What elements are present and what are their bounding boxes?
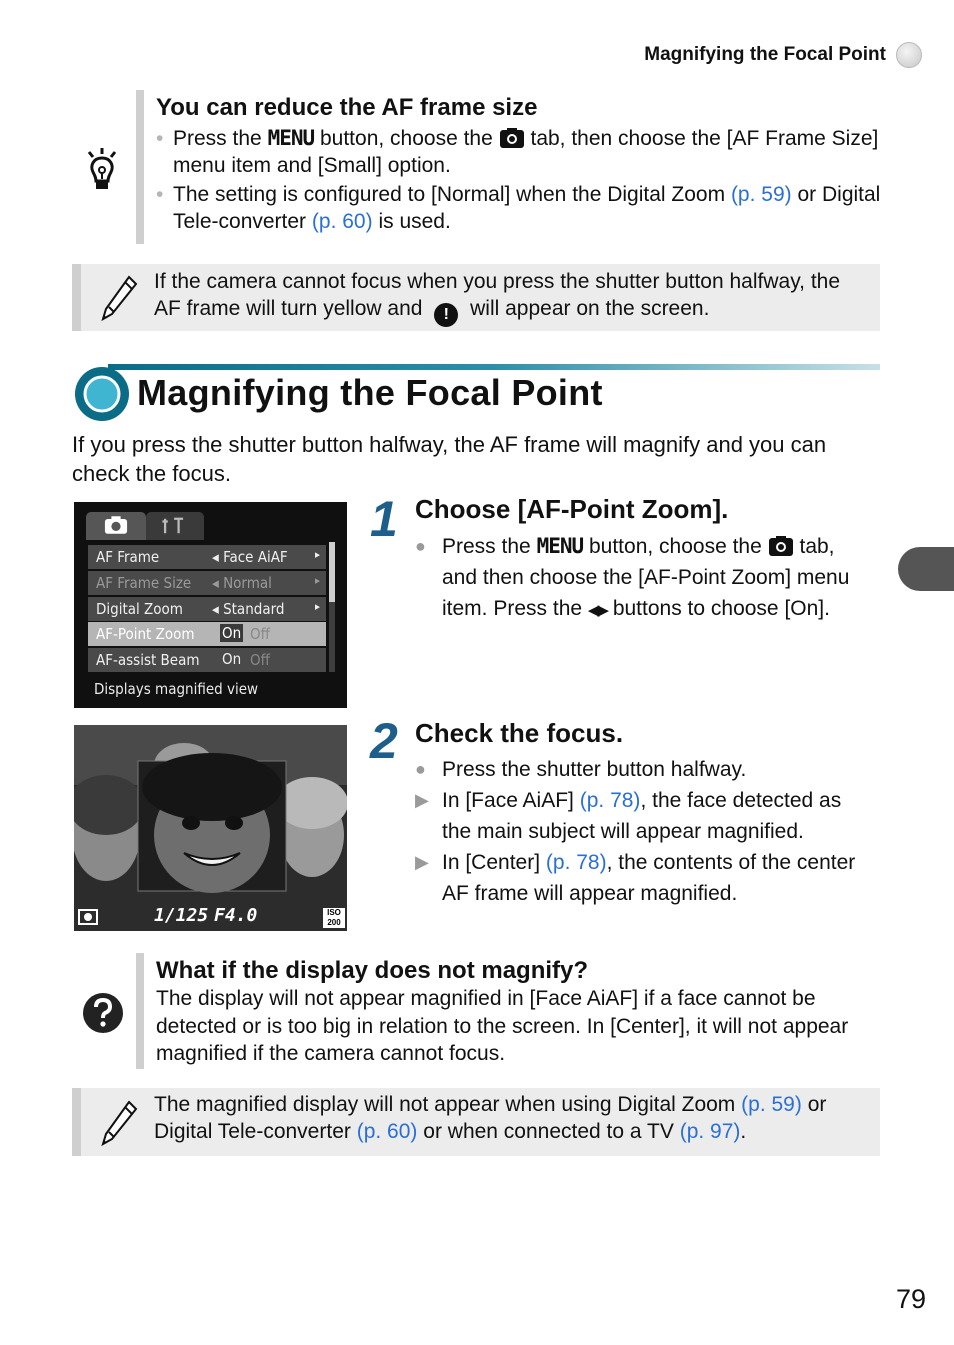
triangle-bullet-icon: ▶ <box>415 790 429 810</box>
camera-menu-row: AF Frame ◂ Face AiAF ▸ <box>88 545 326 569</box>
triangle-bullet-icon: ▶ <box>415 852 429 872</box>
page-link-59[interactable]: (p. 59) <box>741 1093 802 1116</box>
page-link-60[interactable]: (p. 60) <box>311 210 373 233</box>
page-link-78[interactable]: (p. 78) <box>579 789 641 812</box>
note-text: The magnified display will not appear when using Digital Zoom (p. 59) or Digital Tele-converter (p. 60) or when connected to a TV (p. 97). <box>154 1093 827 1143</box>
section-rule <box>108 364 880 370</box>
wrench-icon <box>160 517 190 535</box>
question-mark-icon <box>82 992 124 1034</box>
pencil-icon <box>99 274 139 322</box>
camera-menu-tab-shooting <box>86 512 146 540</box>
camera-icon <box>104 516 128 535</box>
step-1-body: ● Press the MENU button, choose the tab, and then choose the [AF-Point Zoom] menu item. Press the ◀▶ buttons to choose [On]. <box>415 531 885 626</box>
lightbulb-icon <box>84 146 120 196</box>
step-number-2: 2 <box>370 713 398 769</box>
page-number: 79 <box>895 1284 926 1314</box>
chapter-marker-icon <box>896 42 922 68</box>
page-link-97[interactable]: (p. 97) <box>679 1120 741 1143</box>
bullet-circle-icon: ● <box>415 759 426 779</box>
menu-button-label: MENU <box>536 534 584 558</box>
tip-bullet-1: • Press the MENU button, choose the tab, then choose the [AF Frame Size] menu item and [Small] option. <box>156 126 879 177</box>
section-title: Magnifying the Focal Point <box>137 372 603 413</box>
tip-title: You can reduce the AF frame size <box>156 94 538 121</box>
chapter-side-tab <box>898 547 954 591</box>
intro-paragraph: If you press the shutter button halfway, the AF frame will magnify and you can check the focus. <box>72 432 827 486</box>
note-text: If the camera cannot focus when you press the shutter button halfway, the AF frame will turn yellow and ! will appear on the screen. <box>154 268 856 327</box>
camera-menu-row: Digital Zoom ◂ Standard ▸ <box>88 597 326 621</box>
step-number-1: 1 <box>370 491 398 547</box>
section-circle-icon <box>74 366 130 422</box>
camera-tab-icon <box>499 128 525 148</box>
page-link-60[interactable]: (p. 60) <box>356 1120 418 1143</box>
iso-badge: ISO 200 <box>323 908 345 928</box>
left-right-buttons-icon: ◀▶ <box>587 602 607 619</box>
running-header-title: Magnifying the Focal Point <box>644 44 886 65</box>
camera-menu-row: AF-assist Beam On Off <box>88 648 326 672</box>
pencil-icon <box>99 1099 139 1147</box>
children-photo-image <box>74 725 347 931</box>
question-body: The display will not appear magnified in [Face AiAF] if a face cannot be detected or is too big in relation to the screen. In [Center], it will not appear magnified if the camera cannot focus. <box>156 987 849 1065</box>
bullet-circle-icon: ● <box>415 536 426 556</box>
warning-icon: ! <box>434 303 458 327</box>
right-arrow-icon: ▸ <box>315 600 320 613</box>
camera-menu-tab-setup <box>146 512 204 540</box>
running-header <box>644 42 922 68</box>
note-box-focus <box>72 264 880 331</box>
camera-menu-screenshot <box>74 502 347 708</box>
camera-mode-icon <box>78 909 98 925</box>
camera-menu-caption: Displays magnified view <box>94 680 259 698</box>
camera-menu-scrollbar <box>329 542 335 672</box>
step-2-title: Check the focus. <box>415 718 624 748</box>
magnified-face-photo <box>74 725 347 931</box>
page-link-59[interactable]: (p. 59) <box>730 183 792 206</box>
camera-menu-row: AF Frame Size ◂ Normal ▸ <box>88 571 326 595</box>
right-arrow-icon: ▸ <box>315 548 320 561</box>
camera-menu-row-selected: AF-Point Zoom On Off <box>88 622 326 646</box>
step-2-body: ● Press the shutter button halfway. ▶ In [Face AiAF] (p. 78), the face detected as the main subject will appear magnified. ▶ In [Center] (p. 78), the contents of the center AF frame will appear magnified. <box>415 754 885 909</box>
tip-bullet-2: • The setting is configured to [Normal] when the Digital Zoom (p. 59) or Digital Tele-converter (p. 60) is used. <box>156 183 881 233</box>
menu-button-label: MENU <box>267 126 315 150</box>
right-arrow-icon: ▸ <box>315 574 320 587</box>
aperture-value: F4.0 <box>214 905 258 926</box>
note-box-magnified <box>72 1088 880 1156</box>
tip-box <box>136 90 896 244</box>
page-link-78[interactable]: (p. 78) <box>545 851 607 874</box>
question-box <box>136 953 896 1069</box>
question-title: What if the display does not magnify? <box>156 957 589 984</box>
shutter-speed: 1/125 <box>154 905 209 926</box>
camera-tab-icon <box>768 536 794 556</box>
step-1-title: Choose [AF-Point Zoom]. <box>415 494 729 524</box>
